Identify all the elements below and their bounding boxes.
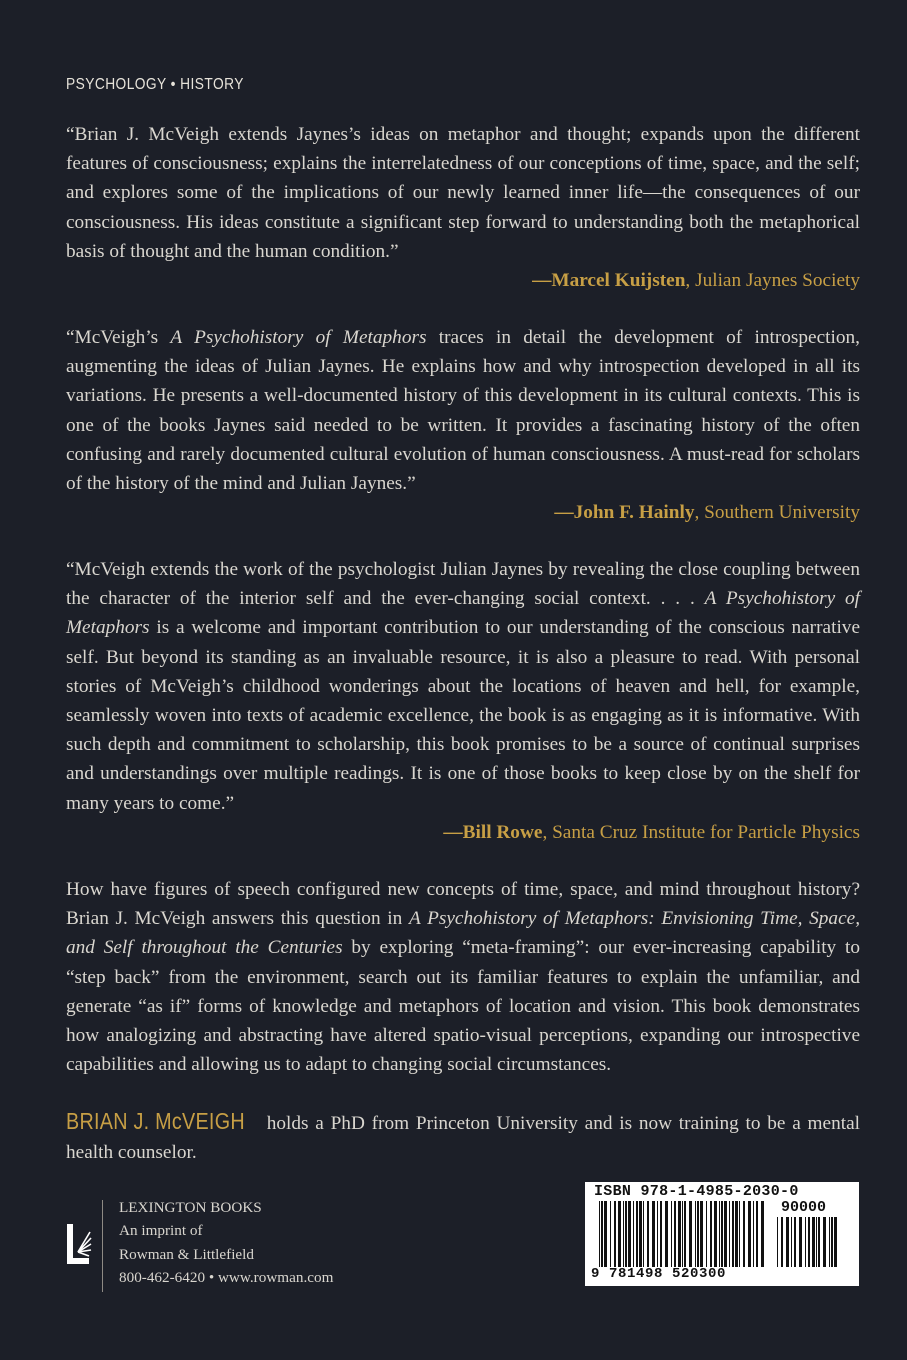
publisher-divider <box>102 1200 103 1292</box>
category-label: PSYCHOLOGY • HISTORY <box>66 76 244 93</box>
reviewer-name: Bill Rowe <box>462 821 543 843</box>
price-code-text: 90000 <box>781 1199 827 1216</box>
review-2 <box>66 323 860 527</box>
publisher-imprint-line: An imprint of <box>119 1222 203 1240</box>
lexington-logo-icon <box>66 1222 92 1266</box>
reviewer-name: Marcel Kuijsten <box>551 270 686 292</box>
isbn-barcode <box>585 1182 859 1286</box>
author-bio <box>66 1107 860 1167</box>
book-description <box>66 875 860 1079</box>
reviewer-affiliation: , Santa Cruz Institute for Particle Physics <box>542 821 860 843</box>
reviewer-affiliation: , Julian Jaynes Society <box>685 270 860 292</box>
review-1 <box>66 120 860 295</box>
addon-barcode-bars <box>777 1217 839 1267</box>
review-quote: “Brian J. McVeigh extends Jaynes’s ideas on metaphor and thought; expands upon the different features of consciousness; explains the interrelatedness of our conceptions of time, space, and the self; and explores some of the implications of our newly learned inner life—the consequences of our consciousness. His ideas constitute a significant step forward to understanding both the metaphorical basis of thought and the human condition.” <box>66 124 860 262</box>
reviewer-name: John F. Hainly <box>573 502 695 524</box>
reviewer-affiliation: , Southern University <box>694 502 860 524</box>
review-3 <box>66 555 860 847</box>
barcode-bars <box>599 1201 769 1267</box>
isbn-text: ISBN 978-1-4985-2030-0 <box>594 1183 799 1200</box>
review-attribution: —Marcel Kuijsten, Julian Jaynes Society <box>532 270 860 292</box>
description-text: How have figures of speech configured new concepts of time, space, and mind throughout history? Brian J. McVeigh answers this question in A Psychohistory of Metaphors: Envisioning Time, Space, and Self throughout the Centuries by exploring “meta-framing”: our ever-increasing capability to “step back” from the environment, search out its familiar features to explain the unfamiliar, and generate “as if” forms of knowledge and metaphors of location and vision. This book demonstrates how analogizing and abstracting have altered spatio-visual perceptions, expanding our introspective capabilities and allowing us to adapt to changing social circumstances. <box>66 879 861 1076</box>
publisher-info <box>119 1196 419 1290</box>
publisher-contact: 800-462-6420 • www.rowman.com <box>119 1269 334 1287</box>
review-attribution: —Bill Rowe, Santa Cruz Institute for Particle Physics <box>443 821 860 843</box>
review-attribution: —John F. Hainly, Southern University <box>554 502 860 524</box>
author-name: BRIAN J. McVEIGH <box>66 1108 245 1134</box>
barcode-digits: 9 781498 520300 <box>591 1266 727 1282</box>
review-quote: “McVeigh’s A Psychohistory of Metaphors traces in detail the development of introspection, augmenting the ideas of Julian Jaynes. He explains how and why introspection developed in all its variations. He presents a well-documented history of this development in its cultural contexts. This is one of the books Jaynes said needed to be written. It provides a fascinating history of the often confusing and rarely documented cultural evolution of human consciousness. A must-read for scholars of the history of the mind and Julian Jaynes.” <box>66 327 860 495</box>
author-bio-text: holds a PhD from Princeton University and is now training to be a mental health counselor. <box>66 1113 860 1164</box>
publisher-parent: Rowman & Littlefield <box>119 1245 254 1263</box>
review-quote: “McVeigh extends the work of the psychologist Julian Jaynes by revealing the close coupling between the character of the interior self and the ever-changing social context. . . . A Psychohistory of Metaphors is a welcome and important contribution to our understanding of the conscious narrative self. But beyond its standing as an invaluable resource, it is also a pleasure to read. With personal stories of McVeigh’s childhood wonderings about the locations of heaven and hell, for example, seamlessly woven into texts of academic excellence, the book is as engaging as it is informative. With such depth and commitment to scholarship, this book promises to be a source of continual surprises and understandings over multiple readings. It is one of those books to keep close by on the shelf for many years to come.” <box>66 559 860 814</box>
publisher-name: LEXINGTON BOOKS <box>119 1199 262 1216</box>
